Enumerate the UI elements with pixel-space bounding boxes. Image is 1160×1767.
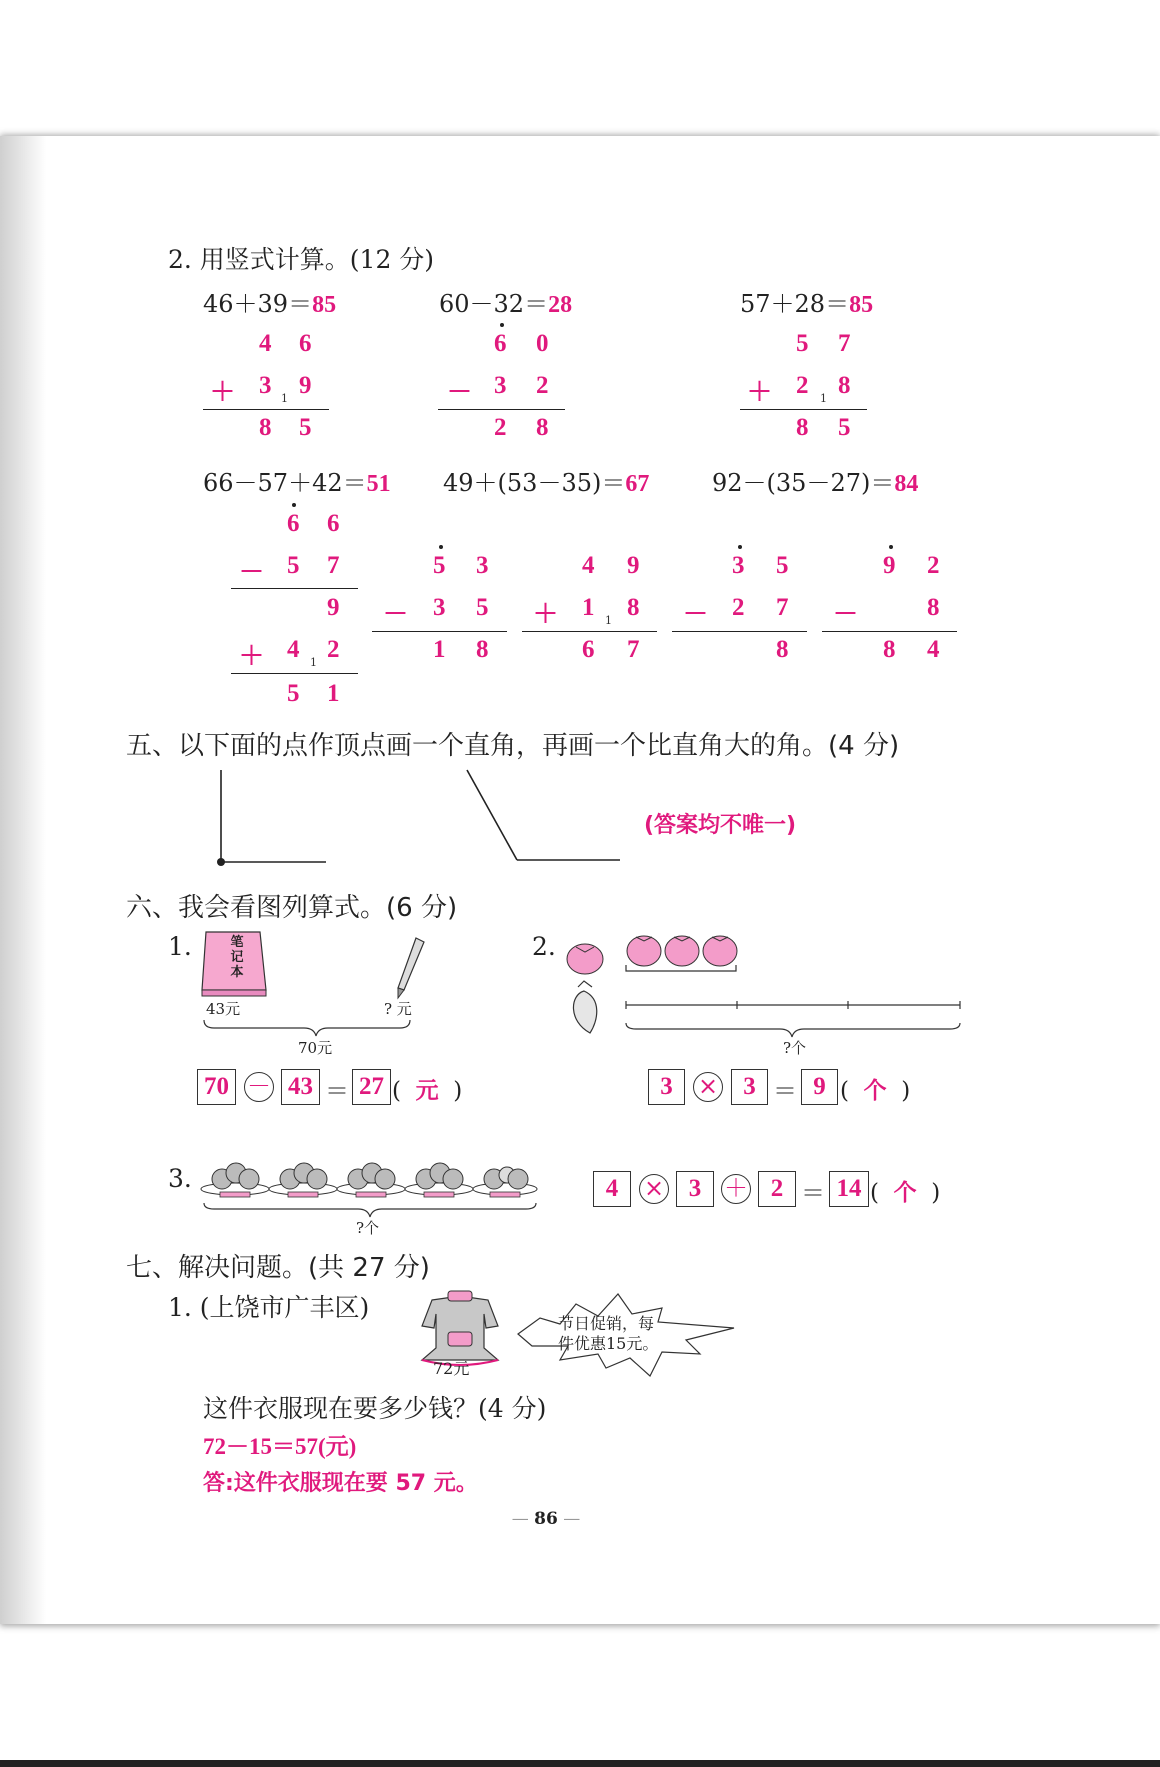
- problem-2: 60－32＝28: [439, 290, 573, 318]
- answer-box: 2: [758, 1171, 796, 1207]
- operator: ＋: [239, 643, 265, 670]
- digit: 9: [327, 594, 340, 621]
- question-label: ?个: [356, 1219, 380, 1237]
- carry-mark: 1: [281, 392, 288, 405]
- digit: 8: [883, 636, 896, 663]
- operator-circle: －: [244, 1072, 274, 1102]
- digit: 3: [433, 594, 446, 621]
- unit-paren: ( 个 ): [840, 1078, 911, 1104]
- digit: 5: [838, 414, 851, 441]
- digit: 6: [582, 636, 595, 663]
- page-number: — 86 —: [511, 1509, 581, 1529]
- digit: 2: [927, 552, 940, 579]
- digit: 4: [927, 636, 940, 663]
- peach-plate: [405, 1163, 473, 1197]
- digit: 8: [627, 594, 640, 621]
- digit: 2: [536, 372, 549, 399]
- digit: 8: [259, 414, 272, 441]
- peach-plate: [201, 1163, 269, 1197]
- peach-plates-figure: [200, 1155, 540, 1225]
- operator: －: [833, 601, 859, 628]
- digit: 1: [327, 680, 340, 707]
- equals-sign: ＝: [801, 1179, 825, 1207]
- digit: 7: [627, 636, 640, 663]
- peach-plate: [337, 1163, 405, 1197]
- section-title-picture-equations: 六、我会看图列算式。(6 分): [126, 893, 458, 923]
- operator: －: [383, 601, 409, 628]
- digit: 5: [433, 552, 446, 579]
- digit: 2: [494, 414, 507, 441]
- operator: －: [239, 559, 265, 586]
- pen-icon: [398, 938, 424, 998]
- price-tag: 72元: [433, 1359, 470, 1378]
- digit: 5: [299, 414, 312, 441]
- carry-mark: 1: [820, 392, 827, 405]
- tomato-icon: [567, 944, 603, 974]
- section-title-angles: 五、以下面的点作顶点画一个直角，再画一个比直角大的角。(4 分): [126, 731, 900, 761]
- question-number: 2.: [532, 932, 556, 961]
- operator: －: [683, 601, 709, 628]
- digit: 8: [476, 636, 489, 663]
- digit: 9: [883, 552, 896, 579]
- answer-box: 3: [676, 1171, 714, 1207]
- digit: 5: [287, 552, 300, 579]
- right-angle: [217, 770, 326, 866]
- solution-answer: 答:这件衣服现在要 57 元。: [203, 1471, 478, 1496]
- question-label: ?个: [783, 1039, 807, 1057]
- equals-sign: ＝: [773, 1077, 797, 1105]
- answer-box: 27: [352, 1069, 391, 1105]
- digit: 1: [582, 594, 595, 621]
- operator-circle: ＋: [721, 1174, 751, 1204]
- operator: ＋: [210, 379, 236, 406]
- unit-paren: ( 元 ): [392, 1078, 463, 1104]
- digit: 3: [494, 372, 507, 399]
- digit: 4: [259, 330, 272, 357]
- digit: 8: [796, 414, 809, 441]
- question-label: 1. (上饶市广丰区): [168, 1293, 370, 1322]
- digit: 5: [476, 594, 489, 621]
- digit: 4: [287, 636, 300, 663]
- question-number: 1.: [168, 932, 192, 961]
- digit: 6: [287, 510, 300, 537]
- tomato-radish-figure: [562, 925, 962, 1055]
- digit: 7: [327, 552, 340, 579]
- promo-text: 节日促销，每 件优惠15元。: [558, 1314, 659, 1353]
- operator: ＋: [747, 379, 773, 406]
- question-number: 3.: [168, 1164, 192, 1193]
- answer-box: 9: [801, 1069, 838, 1105]
- dress-icon: [422, 1291, 498, 1365]
- digit: 6: [327, 510, 340, 537]
- carry-mark: 1: [605, 614, 612, 627]
- price-unknown: ? 元: [384, 1000, 412, 1018]
- answer-box: 70: [197, 1069, 236, 1105]
- answer-box: 14: [829, 1171, 869, 1207]
- carry-mark: 1: [310, 656, 317, 669]
- problem-3: 57＋28＝85: [740, 290, 874, 318]
- digit: 2: [327, 636, 340, 663]
- digit: 7: [838, 330, 851, 357]
- total-price: 70元: [298, 1039, 333, 1057]
- answer-box: 3: [731, 1069, 768, 1105]
- digit: 5: [796, 330, 809, 357]
- answer-note: (答案均不唯一): [644, 813, 797, 838]
- section-title-word-problems: 七、解决问题。(共 27 分): [126, 1253, 430, 1283]
- digit: 5: [287, 680, 300, 707]
- digit: 0: [536, 330, 549, 357]
- problem-4: 66－57＋42＝51: [203, 469, 391, 497]
- tomato-row: [627, 936, 737, 966]
- operator: －: [447, 379, 473, 406]
- digit: 8: [927, 594, 940, 621]
- equals-sign: ＝: [325, 1077, 349, 1105]
- digit: 3: [259, 372, 272, 399]
- digit: 1: [433, 636, 446, 663]
- digit: 3: [732, 552, 745, 579]
- peach-plate: [473, 1167, 537, 1197]
- problem-6: 92－(35－27)＝84: [712, 469, 919, 497]
- digit: 5: [776, 552, 789, 579]
- digit: 8: [838, 372, 851, 399]
- digit: 2: [796, 372, 809, 399]
- operator: ＋: [533, 601, 559, 628]
- peach-plate: [269, 1163, 337, 1197]
- digit: 6: [494, 330, 507, 357]
- problem-5: 49＋(53－35)＝67: [443, 469, 650, 497]
- operator-circle: ×: [693, 1072, 723, 1102]
- answer-box: 43: [281, 1069, 320, 1105]
- digit: 9: [627, 552, 640, 579]
- price-known: 43元: [206, 1000, 241, 1018]
- digit: 7: [776, 594, 789, 621]
- obtuse-angle: [467, 770, 620, 860]
- digit: 4: [582, 552, 595, 579]
- solution-equation: 72－15＝57(元): [203, 1434, 357, 1459]
- notebook-label: 笔 记 本: [230, 935, 244, 980]
- digit: 8: [536, 414, 549, 441]
- answer-box: 4: [593, 1171, 631, 1207]
- digit: 6: [299, 330, 312, 357]
- radish-icon: [573, 981, 596, 1033]
- digit: 9: [299, 372, 312, 399]
- digit: 2: [732, 594, 745, 621]
- operator-circle: ×: [639, 1174, 669, 1204]
- answer-box: 3: [648, 1069, 685, 1105]
- bottom-bar: [0, 1760, 1160, 1767]
- question-text: 这件衣服现在要多少钱？(4 分): [203, 1394, 547, 1423]
- unit-paren: ( 个 ): [870, 1180, 941, 1206]
- section-title-vertical-calc: 2. 用竖式计算。(12 分): [168, 245, 435, 274]
- digit: 8: [776, 636, 789, 663]
- problem-1: 46＋39＝85: [203, 290, 337, 318]
- digit: 3: [476, 552, 489, 579]
